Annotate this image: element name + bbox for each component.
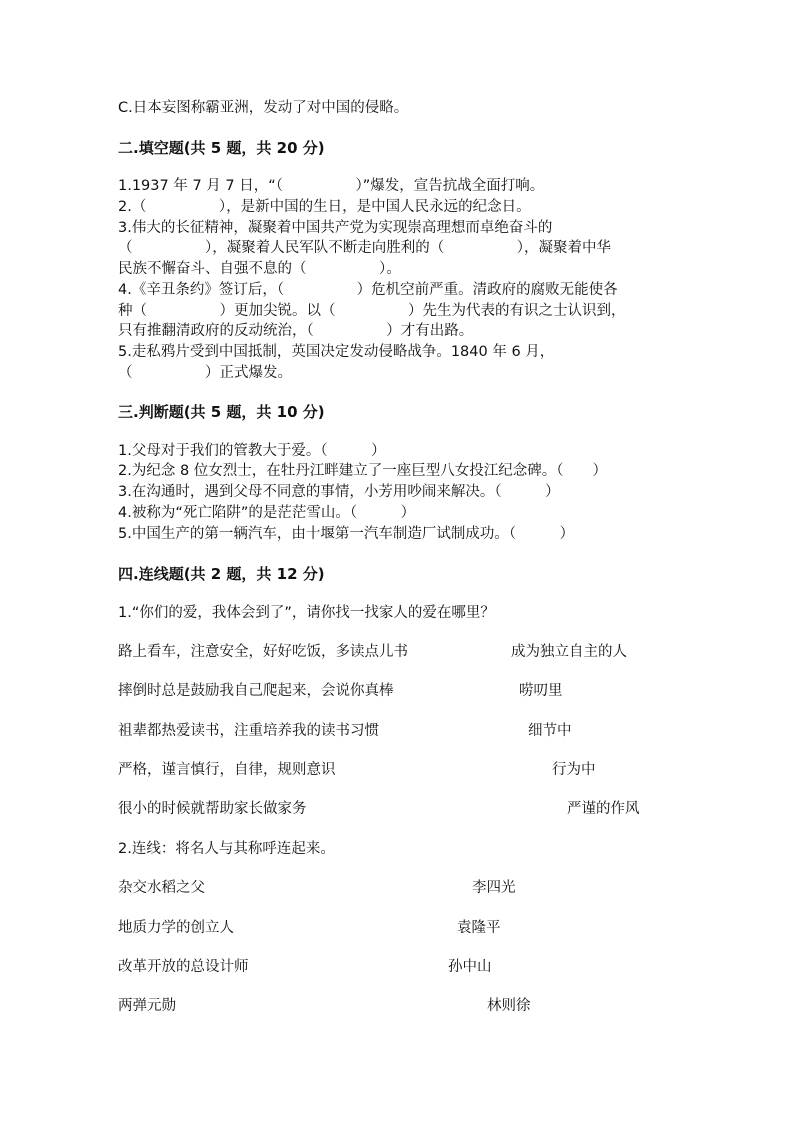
fill-line: （ ）正式爆发。 bbox=[118, 365, 292, 381]
judge-line: 5.中国生产的第一辆汽车，由十堰第一汽车制造厂试制成功。（ ） bbox=[118, 526, 575, 542]
match-right-item: 林则徐 bbox=[487, 998, 531, 1014]
match-left-item: 很小的时候就帮助家长做家务 bbox=[118, 801, 307, 817]
judge-line: 1.父母对于我们的管教大于爱。（ ） bbox=[118, 443, 386, 459]
judge-line: 3.在沟通时，遇到父母不同意的事情，小芳用吵闹来解决。（ ） bbox=[118, 484, 560, 500]
fill-line: 种（ ）更加尖锐。以（ ）先生为代表的有识之士认识到， bbox=[118, 303, 626, 319]
match-left-item: 严格，谨言慎行，自律，规则意识 bbox=[118, 762, 336, 778]
judge-line: 4.被称为“死亡陷阱”的是茫茫雪山。（ ） bbox=[118, 505, 416, 521]
match-right-item: 细节中 bbox=[528, 723, 572, 739]
fill-line: 1.1937 年 7 月 7 日，“（ ）”爆发，宣告抗战全面打响。 bbox=[118, 178, 545, 194]
fill-line: 3.伟大的长征精神，凝聚着中国共产党为实现崇高理想而卓绝奋斗的 bbox=[118, 220, 553, 236]
match-left-item: 两弹元勋 bbox=[118, 998, 176, 1014]
matching-q2-prompt: 2.连线：将名人与其称呼连起来。 bbox=[118, 841, 335, 857]
match-right-item: 孙中山 bbox=[448, 959, 492, 975]
fill-line: （ ），凝聚着人民军队不断走向胜利的（ ），凝聚着中华 bbox=[118, 240, 611, 256]
match-right-item: 严谨的作风 bbox=[567, 801, 640, 817]
match-left-item: 路上看车，注意安全，好好吃饭，多读点儿书 bbox=[118, 644, 408, 660]
fill-line: 只有推翻清政府的反动统治，（ ）才有出路。 bbox=[118, 323, 474, 339]
option-c: C.日本妄图称霸亚洲，发动了对中国的侵略。 bbox=[118, 100, 409, 116]
match-right-item: 李四光 bbox=[472, 880, 516, 896]
matching-q1-prompt: 1.“你们的爱，我体会到了”，请你找一找家人的爱在哪里？ bbox=[118, 605, 495, 621]
match-right-item: 成为独立自主的人 bbox=[511, 644, 627, 660]
fill-line: 5.走私鸦片受到中国抵制，英国决定发动侵略战争。1840 年 6 月， bbox=[118, 344, 555, 360]
match-right-item: 唠叨里 bbox=[519, 683, 563, 699]
section-2-heading: 二.填空题(共 5 题，共 20 分) bbox=[118, 139, 325, 157]
section-4-heading: 四.连线题(共 2 题，共 12 分) bbox=[118, 565, 325, 583]
match-left-item: 改革开放的总设计师 bbox=[118, 959, 249, 975]
fill-line: 4.《辛丑条约》签订后，（ ）危机空前严重。清政府的腐败无能使各 bbox=[118, 282, 618, 298]
section-3-heading: 三.判断题(共 5 题，共 10 分) bbox=[118, 403, 325, 421]
judge-line: 2.为纪念 8 位女烈士，在牡丹江畔建立了一座巨型八女投江纪念碑。（ ） bbox=[118, 463, 608, 479]
fill-line: 2.（ ），是新中国的生日，是中国人民永远的纪念日。 bbox=[118, 199, 531, 215]
match-left-item: 杂交水稻之父 bbox=[118, 880, 205, 896]
match-left-item: 摔倒时总是鼓励我自己爬起来，会说你真棒 bbox=[118, 683, 394, 699]
fill-line: 民族不懈奋斗、自强不息的（ ）。 bbox=[118, 261, 401, 277]
match-left-item: 地质力学的创立人 bbox=[118, 920, 234, 936]
match-right-item: 袁隆平 bbox=[457, 920, 501, 936]
match-left-item: 祖辈都热爱读书，注重培养我的读书习惯 bbox=[118, 723, 379, 739]
match-right-item: 行为中 bbox=[552, 762, 596, 778]
